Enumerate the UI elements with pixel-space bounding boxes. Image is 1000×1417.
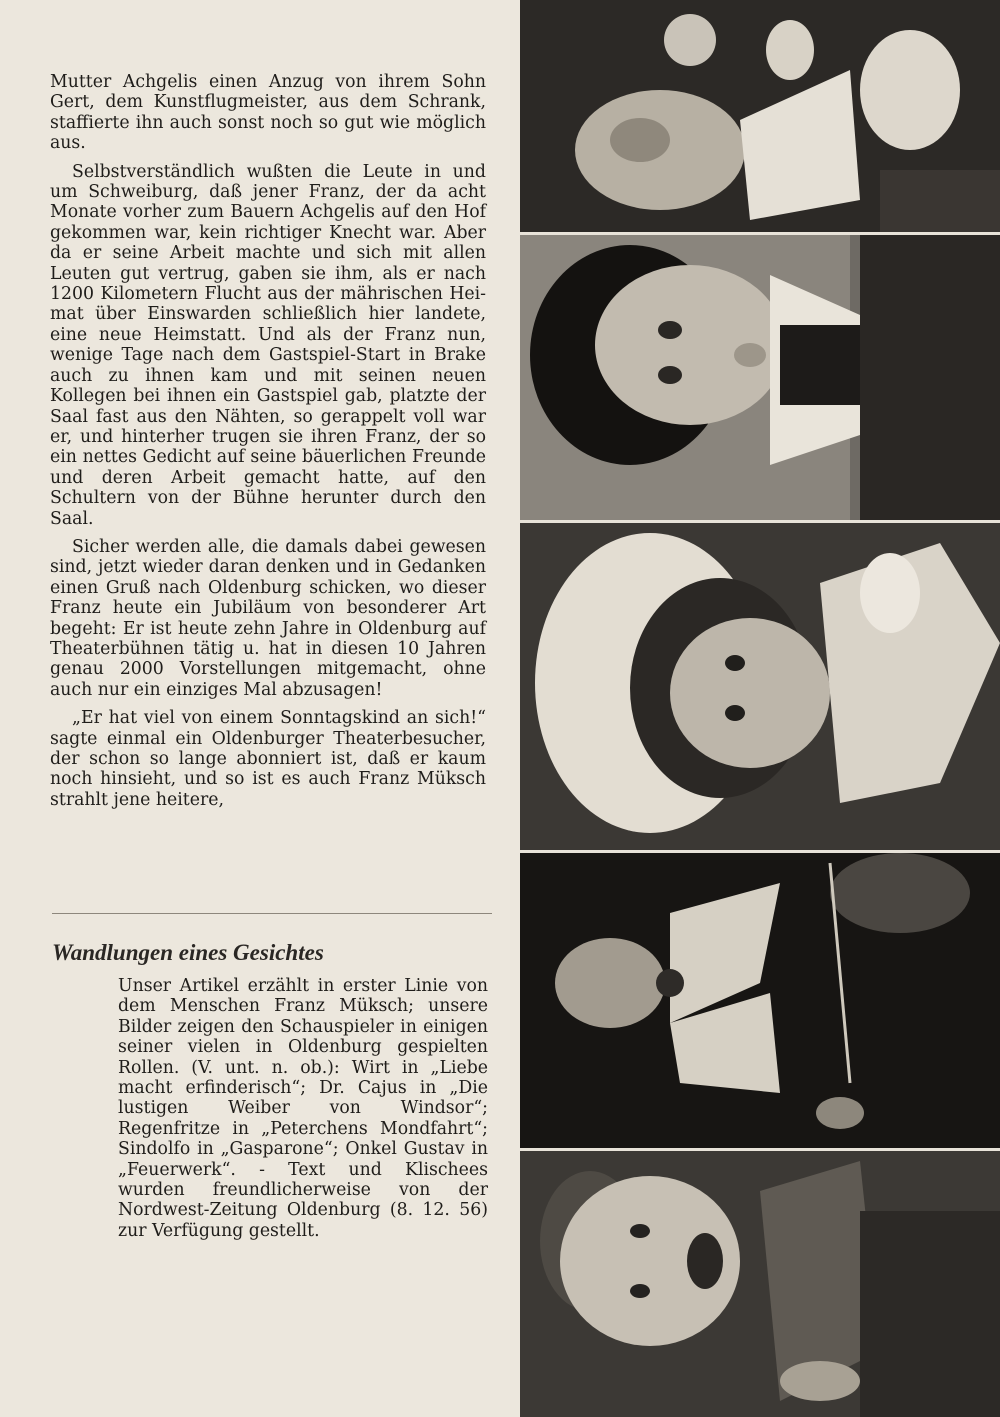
photo-strip <box>520 0 1000 1417</box>
article-paragraph-1: Mutter Achgelis einen Anzug von ihrem Sohn Gert, dem Kunstflugmeister, aus dem Schrank, staffierte ihn auch sonst noch so gut wie möglich aus. <box>50 72 486 154</box>
article-column <box>50 72 486 818</box>
article-paragraph-4: „Er hat viel von einem Sonntagskind an sich!“ sagte einmal ein Oldenburger Theaterbesucher, der schon so lange abonniert ist, daß er kaum noch hinsieht, und so ist es auch Franz Müksch strahlt jene heitere, <box>50 708 486 810</box>
article-paragraph-2: Selbstverständlich wußten die Leute in und um Schweiburg, daß jener Franz, der da acht Monate vorher zum Bauern Achgelis auf den Hof gekommen war, kein richtiger Knecht war. Aber da er seine Arbeit machte und sich mit allen Leuten gut vertrug, gaben sie ihm, als er nach 1200 Kilometern Flucht aus der mährischen Heimat über Einswarden schließlich hier landete, eine neue Heimstatt. Und als der Franz nun, wenige Tage nach dem Gastspiel-Start in Brake auch zu ihnen kam und mit seinen neuen Kollegen bei ihnen ein Gastspiel gab, platzte der Saal fast aus den Nähten, so gerappelt voll war er, und hinterher trugen sie ihren Franz, der so ein nettes Gedicht auf seine bäuerlichen Freunde und deren Arbeit gemacht hatte, auf den Schultern von der Bühne herunter durch den Saal. <box>50 161 486 529</box>
photo-onkel-gustav <box>520 0 1000 235</box>
photo-sindolfo <box>520 235 1000 523</box>
article-paragraph-3: Sicher werden alle, die damals dabei gewesen sind, jetzt wieder daran denken und in Gedanken einen Gruß nach Oldenburg schicken, wo dieser Franz heute ein Jubiläum von besonderer Art begeht: Er ist heute zehn Jahre in Oldenburg auf Theaterbühnen tätig u. hat in diesen 10 Jahren genau 2000 Vorstellungen mitgemacht, ohne auch nur ein einziges Mal abzusagen! <box>50 536 486 700</box>
photo-regenfritze <box>520 523 1000 853</box>
photo-dr-cajus <box>520 853 1000 1151</box>
caption-heading: Wandlungen eines Gesichtes <box>52 940 324 965</box>
photo-wirt <box>520 1151 1000 1417</box>
caption-text: Unser Artikel erzählt in erster Linie von dem Menschen Franz Müksch; unsere Bilder zeigen den Schauspieler in einigen seiner vielen in Oldenburg gespielten Rollen. (V. unt. n. ob.): Wirt in „Liebe macht erfinderisch“; Dr. Cajus in „Die lustigen Weiber von Windsor“; Regenfritze in „Peterchens Mondfahrt“; Sindolfo in „Gasparone“; Onkel Gustav in „Feuerwerk“. - Text und Klischees wurden freundlicherweise von der Nordwest-Zeitung Oldenburg (8. 12. 56) zur Verfügung gestellt. <box>118 976 488 1241</box>
caption-block <box>118 976 488 1241</box>
caption-divider <box>52 913 492 914</box>
